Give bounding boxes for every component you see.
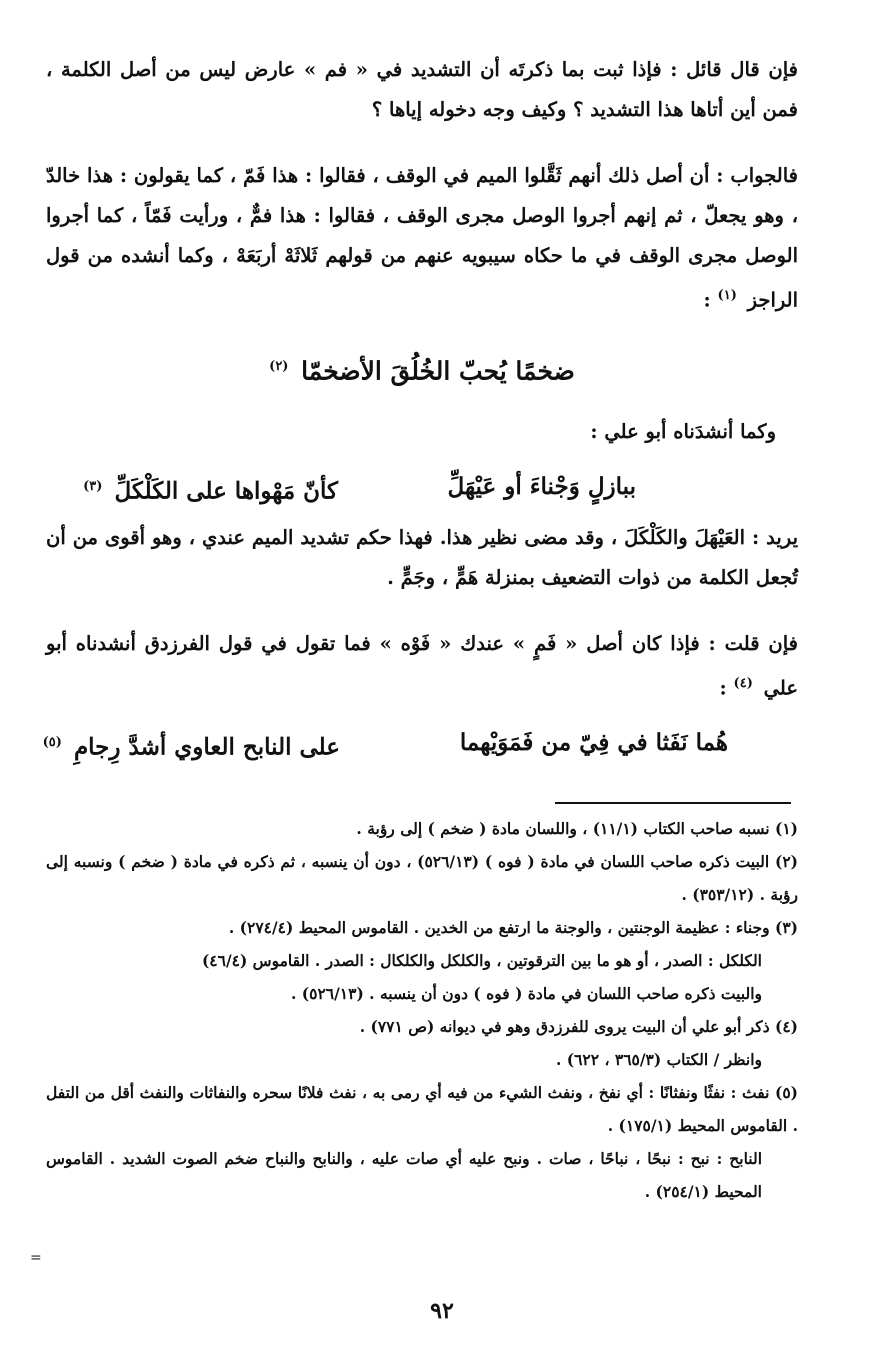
footnote-5-continuation: النابح : نبح : نبحًا ، نباحًا ، صات . ونبح عليه أي صات عليه ، والنابح والنباح ضخم الصوت الشديد . القاموس المحيط (٢٥٤/١) . bbox=[46, 1149, 762, 1201]
paragraph-objection bbox=[46, 624, 798, 709]
footnote-ref-1[interactable]: (١) bbox=[717, 288, 737, 303]
footnote-3-continuation: الكلكل : الصدر ، أو هو ما بين الترقوتين ، والكلكل والكلكال : الصدر . القاموس (٤٦/٤) bbox=[201, 951, 762, 970]
paragraph-text: فإن قلت : فإذا كان أصل « فَمٍ » عندك « فَوْه » فما تقول في قول الفرزدق أنشدناه أبو علي bbox=[46, 632, 798, 700]
footnote-ref-5[interactable]: (٥) bbox=[42, 735, 62, 750]
verse-text: على النابح العاوي أشدَّ رِجامِ bbox=[73, 733, 340, 761]
verse-text: ضخمًا يُحبّ الخُلُقَ الأضخمّا bbox=[301, 356, 575, 386]
hemistich-second bbox=[43, 718, 340, 773]
hemistich-first: ببازلٍ وَجْناءَ أو عَيْهَلِّ bbox=[447, 473, 636, 500]
footnote-divider bbox=[555, 802, 791, 804]
footnote-ref-3[interactable]: (٣) bbox=[83, 479, 103, 494]
footnote-4-continuation: وانظر / الكتاب (٣٦٥/٣ ، ٦٢٢) . bbox=[555, 1050, 762, 1069]
footnote-ref-4[interactable]: (٤) bbox=[733, 676, 753, 691]
hemistich-second bbox=[83, 462, 338, 517]
footnote-ref-2[interactable]: (٢) bbox=[269, 359, 289, 374]
paragraph-question bbox=[46, 50, 798, 130]
paragraph-text: فإن قال قائل : فإذا ثبت بما ذكرتَه أن التشديد في « فم » عارض ليس من أصل الكلمة ، فمن أين أتاها هذا التشديد ؟ وكيف وجه دخوله إياها ؟ bbox=[46, 58, 798, 121]
verse-intro: وكما أنشدَناه أبو علي : bbox=[590, 420, 776, 443]
footnote-5: (٥) نفث : نفثًا ونفثانًا : أي نفخ ، ونفث الشيء من فيه أي رمى به ، نفث فلانًا سحره والنفاثات والنفث أقل من التفل . القاموس المحيط (١٧٥/١) . bbox=[46, 1083, 798, 1135]
margin-mark: = bbox=[30, 1250, 42, 1266]
verse-text: كأنّ مَهْواها على الكَلْكَلِّ bbox=[114, 477, 338, 505]
footnote-3: (٣) وجناء : عظيمة الوجنتين ، والوجنة ما ارتفع من الخدين . القاموس المحيط (٢٧٤/٤) . bbox=[228, 918, 798, 937]
footnote-3-continuation: والبيت ذكره صاحب اللسان في مادة ( فوه ) دون أن ينسبه . (٥٢٦/١٣) . bbox=[291, 984, 762, 1003]
colon: : bbox=[719, 676, 727, 700]
verse-rajaz bbox=[46, 342, 798, 396]
paragraph-explanation bbox=[46, 518, 798, 598]
page-number: ٩٢ bbox=[430, 1298, 454, 1324]
verse-couplet-2 bbox=[42, 718, 798, 768]
footnote-2: (٢) البيت ذكره صاحب اللسان في مادة ( فوه ) (٥٢٦/١٣) ، دون أن ينسبه ، ثم ذكره في مادة ( ضخم ) ونسبه إلى رؤبة . (٣٥٣/١٢) . bbox=[46, 852, 798, 904]
hemistich-first: هُما نَفَثا في فِيّ من فَمَوَيْهما bbox=[459, 729, 728, 756]
paragraph-text: فالجواب : أن أصل ذلك أنهم ثَقَّلوا الميم في الوقف ، فقالوا : هذا فَمّ ، كما يقولون : هذا خالدّ ، وهو يجعلّ ، ثم إنهم أجروا الوصل مجرى الوقف ، فقالوا : هذا فمٌّ ، ورأيت فَمّاً ، كما أجروا الوصل مجرى الوقف في ما حكاه سيبويه عنهم من قولهم ثَلاثَهْ أربَعَهْ ، وكما أنشده من قول الراجز bbox=[46, 164, 798, 312]
colon: : bbox=[703, 288, 711, 312]
footnotes bbox=[46, 812, 798, 1208]
footnote-4: (٤) ذكر أبو علي أن البيت يروى للفرزدق وهو في ديوانه (ص ٧٧١) . bbox=[359, 1017, 798, 1036]
verse-couplet-1 bbox=[46, 462, 798, 512]
paragraph-answer bbox=[46, 156, 798, 321]
paragraph-text: يريد : العَيْهَلَ والكَلْكَلَ ، وقد مضى نظير هذا. فهذا حكم تشديد الميم عندي ، وهو أقوى من أن تُجعل الكلمة من ذوات التضعيف بمنزلة هَمٍّ ، وجَمٍّ . bbox=[46, 526, 798, 589]
footnote-1: (١) نسبه صاحب الكتاب (١١/١) ، واللسان مادة ( ضخم ) إلى رؤبة . bbox=[356, 819, 798, 838]
